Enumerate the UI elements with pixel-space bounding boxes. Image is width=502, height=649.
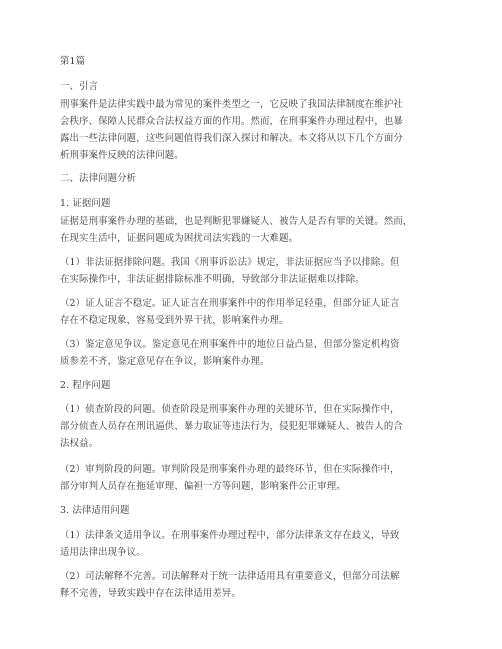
section-heading-intro: 一、引言 [60, 81, 99, 92]
subheading-evidence: 1. 证据问题 [60, 198, 111, 209]
evidence-intro-paragraph: 证据是刑事案件办理的基础，也是判断犯罪嫌疑人、被告人是否有罪的关键。然而， 在现实生活中，证据问题成为困扰司法实践的一大难题。 [60, 216, 413, 244]
evidence-item-1: （1）非法证据排除问题。我国《刑事诉讼法》规定，非法证据应当予以排除。但 在实际操作中，非法证据排除标准不明确，导致部分非法证据难以排除。 [60, 257, 400, 285]
evidence-item-2: （2）证人证言不稳定。证人证言在刑事案件中的作用举足轻重，但部分证人证言 存在不稳定现象，容易受到外界干扰，影响案件办理。 [60, 298, 400, 326]
part-label: 第1篇 [60, 56, 86, 67]
section-heading-analysis: 二、法律问题分析 [60, 173, 137, 184]
intro-paragraph: 刑事案件是法律实践中最为常见的案件类型之一，它反映了我国法律制度在维护社 会秩序、保障人民群众合法权益方面的作用。然而，在刑事案件办理过程中，也暴 露出一些法律问题，这些问题值得我们深入探讨和解决。本文将从以下几个方面分 析刑事案件反映的法律问题。 [60, 99, 403, 161]
subheading-procedure: 2. 程序问题 [60, 380, 111, 391]
procedure-item-1: （1）侦查阶段的问题。侦查阶段是刑事案件办理的关键环节，但在实际操作中， 部分侦查人员存在刑讯逼供、暴力取证等违法行为，侵犯犯罪嫌疑人、被告人的合 法权益。 [60, 404, 403, 449]
evidence-item-3: （3）鉴定意见争议。鉴定意见在刑事案件中的地位日益凸显，但部分鉴定机构资 质参差不齐，鉴定意见存在争议，影响案件办理。 [60, 339, 400, 367]
law-application-item-2: （2）司法解释不完善。司法解释对于统一法律适用具有重要意义，但部分司法解 释不完善，导致实践中存在法律适用差异。 [60, 571, 400, 599]
procedure-item-2: （2）审判阶段的问题。审判阶段是刑事案件办理的最终环节，但在实际操作中， 部分审判人员存在拖延审理、偏袒一方等问题，影响案件公正审理。 [60, 464, 400, 492]
subheading-law-application: 3. 法律适用问题 [60, 505, 130, 516]
law-application-item-1: （1）法律条文适用争议。在刑事案件办理过程中，部分法律条文存在歧义，导致 适用法律出现争议。 [60, 530, 400, 558]
